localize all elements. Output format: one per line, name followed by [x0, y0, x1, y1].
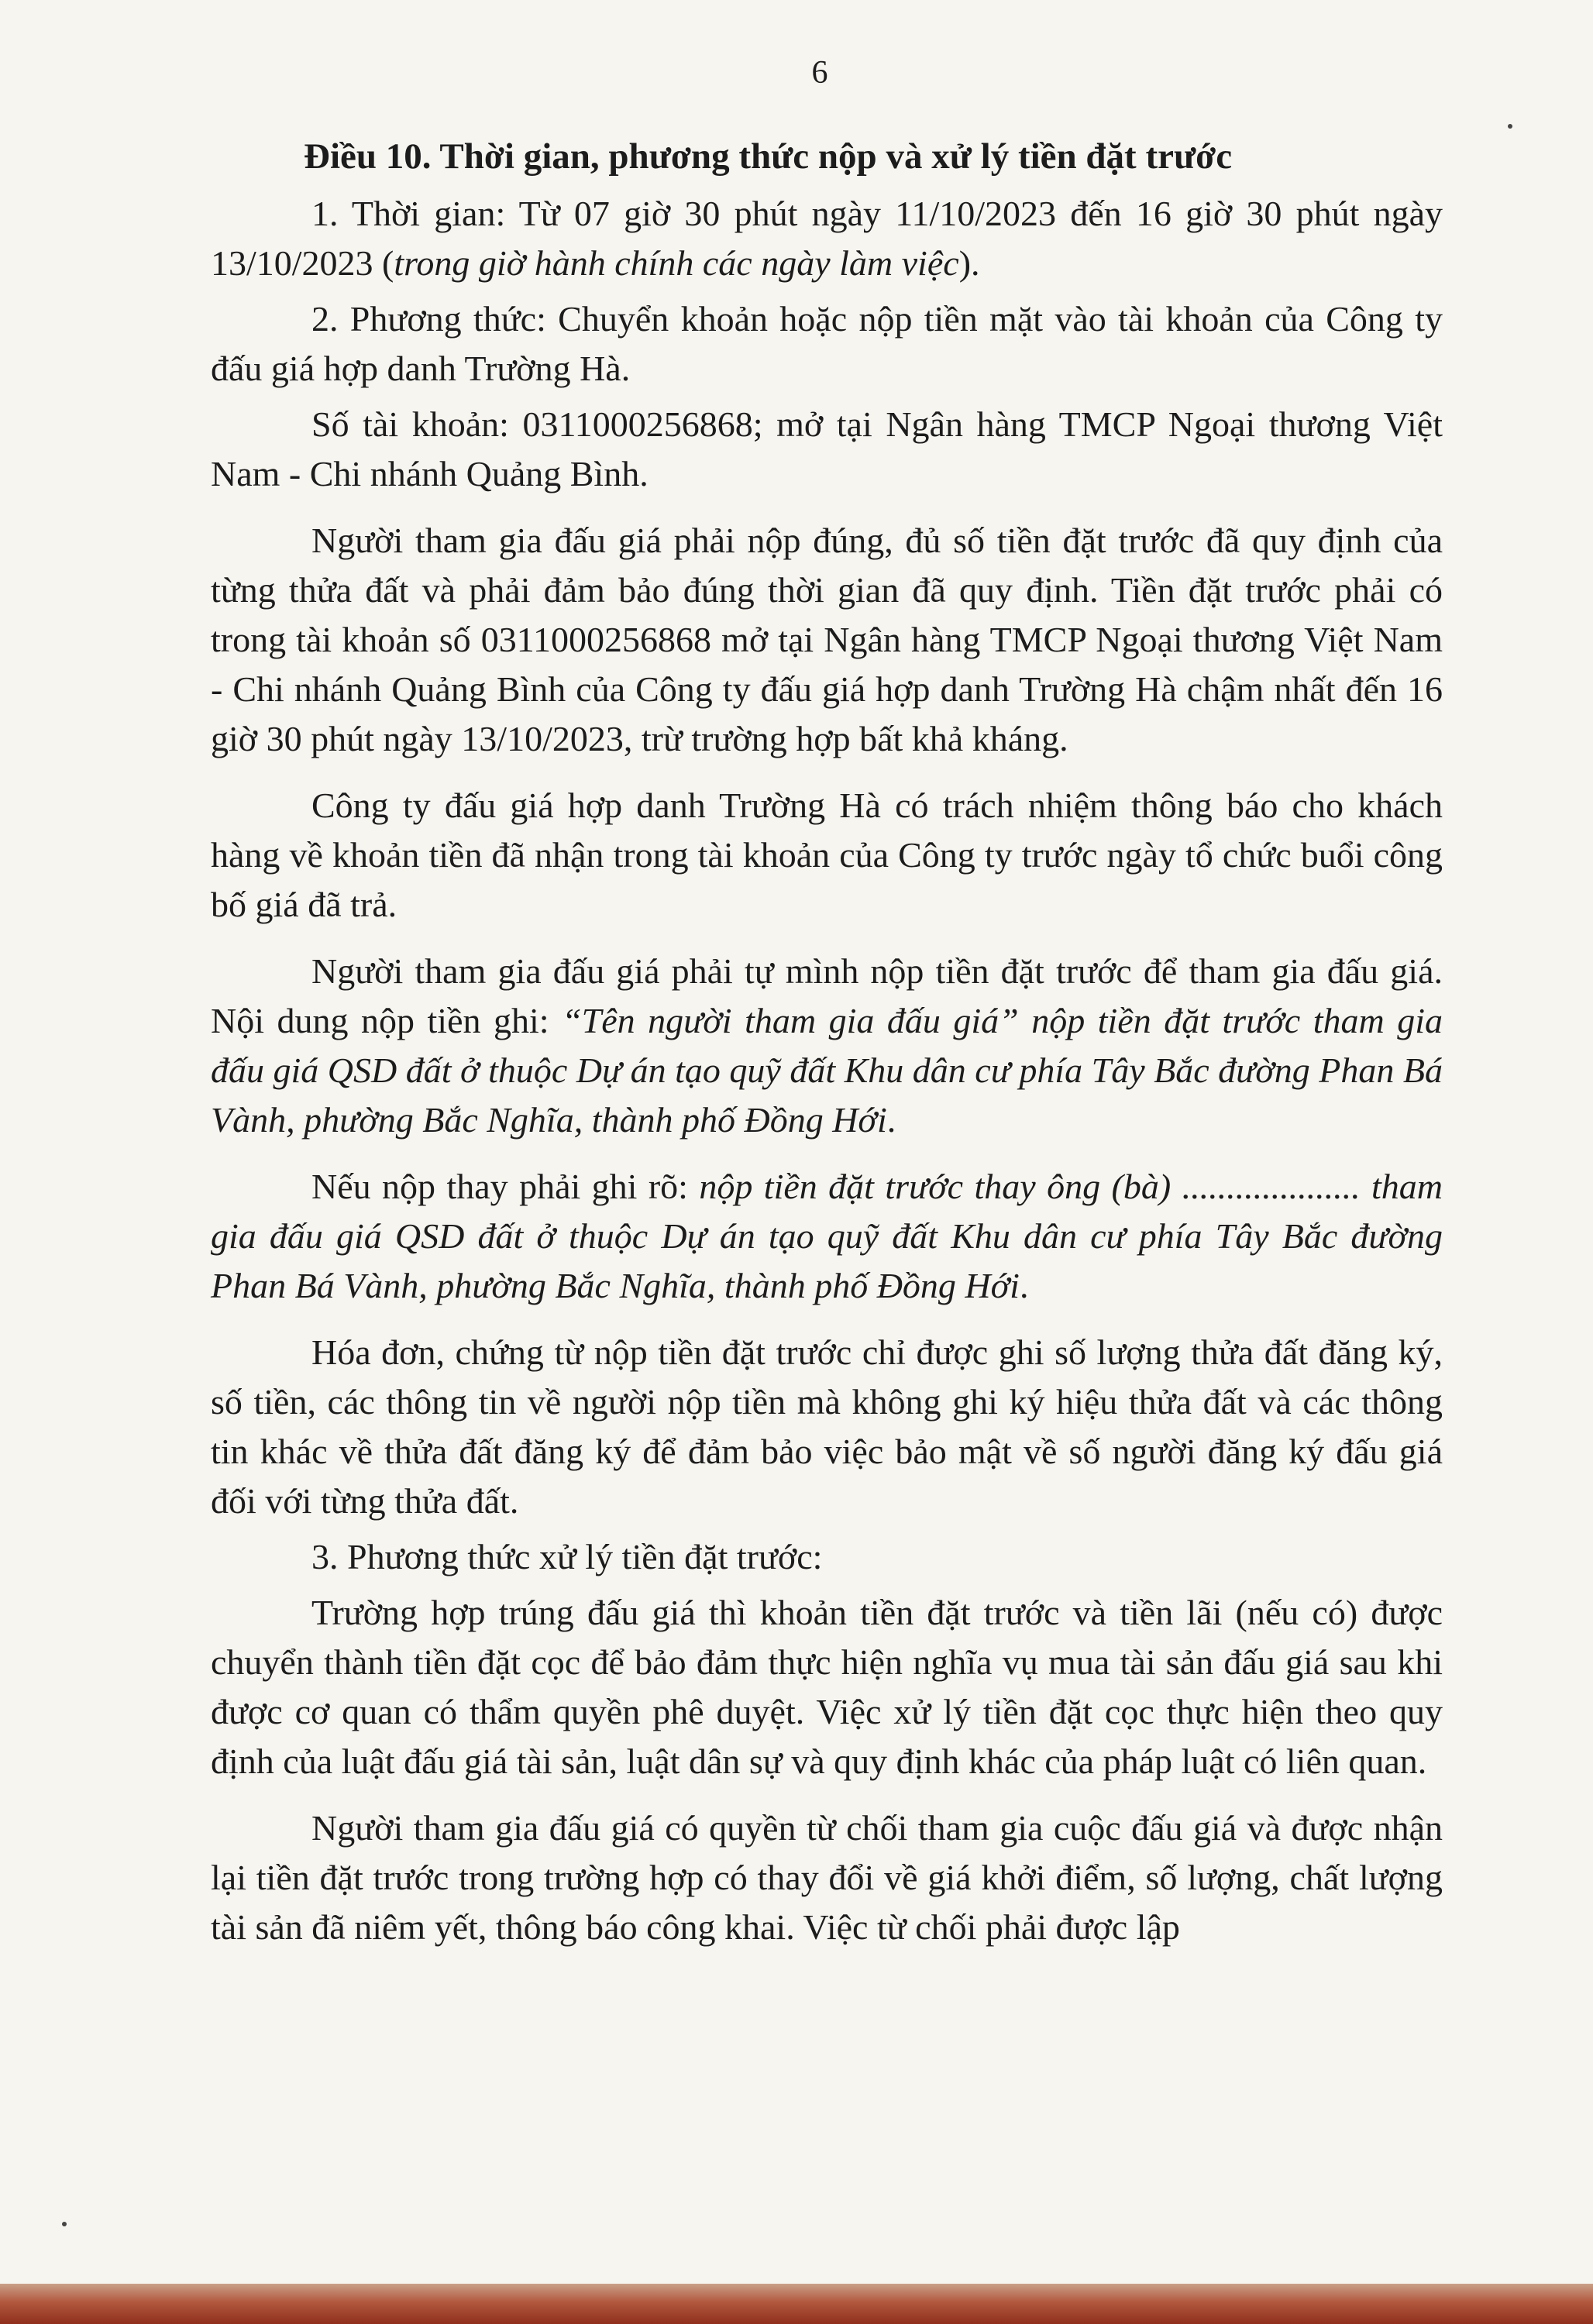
- paragraph-italic-text: nộp tiền đặt trước thay ông (bà) .................... tham gia đấu giá QSD đất ở thuộc Dự án tạo quỹ đất Khu dân cư phía Tây Bắc đường Phan Bá Vành, phường Bắc Nghĩa, thành phố Đồng Hới: [211, 1167, 1443, 1305]
- paragraph-time: [211, 189, 1443, 288]
- paragraph-refusal: Người tham gia đấu giá có quyền từ chối tham gia cuộc đấu giá và được nhận lại tiền đặt trước trong trường hợp có thay đổi về giá khởi điểm, số lượng, chất lượng tài sản đã niêm yết, thông báo công khai. Việc từ chối phải được lập: [211, 1808, 1443, 1947]
- page-number: 6: [811, 55, 828, 91]
- paragraph-text-end: ).: [958, 243, 980, 283]
- paragraph-italic-text: “Tên người tham gia đấu giá” nộp tiền đặt trước tham gia đấu giá QSD đất ở thuộc Dự án tạo quỹ đất Khu dân cư phía Tây Bắc đường Phan Bá Vành, phường Bắc Nghĩa, thành phố Đồng Hới: [211, 1001, 1443, 1140]
- paragraph-notification: Công ty đấu giá hợp danh Trường Hà có trách nhiệm thông báo cho khách hàng về khoản tiền đã nhận trong tài khoản của Công ty trước ngày tổ chức buổi công bố giá đã trả.: [211, 786, 1443, 924]
- paragraph-invoice: Hóa đơn, chứng từ nộp tiền đặt trước chỉ được ghi số lượng thửa đất đăng ký, số tiền, các thông tin về người nộp tiền mà không ghi ký hiệu thửa đất và các thông tin khác về thửa đất đăng ký để đảm bảo việc bảo mật về số người đăng ký đấu giá đối với từng thửa đất.: [211, 1332, 1443, 1521]
- article-heading: Điều 10. Thời gian, phương thức nộp và xử lý tiền đặt trước: [304, 136, 1233, 177]
- scan-edge-band: [0, 2284, 1593, 2324]
- paragraph-handling-heading: 3. Phương thức xử lý tiền đặt trước:: [311, 1537, 823, 1576]
- paragraph-italic-text: trong giờ hành chính các ngày làm việc: [394, 243, 959, 283]
- paragraph-winning-case: Trường hợp trúng đấu giá thì khoản tiền đặt trước và tiền lãi (nếu có) được chuyển thành tiền đặt cọc để bảo đảm thực hiện nghĩa vụ mua tài sản đấu giá sau khi được cơ quan có thẩm quyền phê duyệt. Việc xử lý tiền đặt cọc thực hiện theo quy định của luật đấu giá tài sản, luật dân sự và quy định khác của pháp luật có liên quan.: [211, 1593, 1443, 1781]
- paragraph-text: Người tham gia đấu giá phải tự mình nộp tiền đặt trước để tham gia đấu giá. Nội dung nộp tiền ghi:: [211, 951, 1443, 1040]
- paragraph-payment-content: [211, 947, 1443, 1145]
- paragraph-text-end: .: [1019, 1266, 1029, 1305]
- paragraph-method: 2. Phương thức: Chuyển khoản hoặc nộp tiền mặt vào tài khoản của Công ty đấu giá hợp danh Trường Hà.: [211, 299, 1443, 388]
- paragraph-text: Nếu nộp thay phải ghi rõ:: [311, 1167, 700, 1206]
- paragraph-proxy-payment: [211, 1162, 1443, 1311]
- document-body: [211, 132, 1443, 1969]
- scan-speck: [62, 2222, 67, 2226]
- scan-speck: [1508, 124, 1512, 129]
- paragraph-text-end: .: [886, 1100, 896, 1140]
- paragraph-account: Số tài khoản: 0311000256868; mở tại Ngân hàng TMCP Ngoại thương Việt Nam - Chi nhánh Quảng Bình.: [211, 404, 1443, 493]
- paragraph-deposit-rules: Người tham gia đấu giá phải nộp đúng, đủ số tiền đặt trước đã quy định của từng thửa đất và phải đảm bảo đúng thời gian đã quy định. Tiền đặt trước phải có trong tài khoản số 0311000256868 mở tại Ngân hàng TMCP Ngoại thương Việt Nam - Chi nhánh Quảng Bình của Công ty đấu giá hợp danh Trường Hà chậm nhất đến 16 giờ 30 phút ngày 13/10/2023, trừ trường hợp bất khả kháng.: [211, 521, 1443, 758]
- paragraph-text: 1. Thời gian: Từ 07 giờ 30 phút ngày 11/10/2023 đến 16 giờ 30 phút ngày 13/10/2023 (: [211, 194, 1443, 283]
